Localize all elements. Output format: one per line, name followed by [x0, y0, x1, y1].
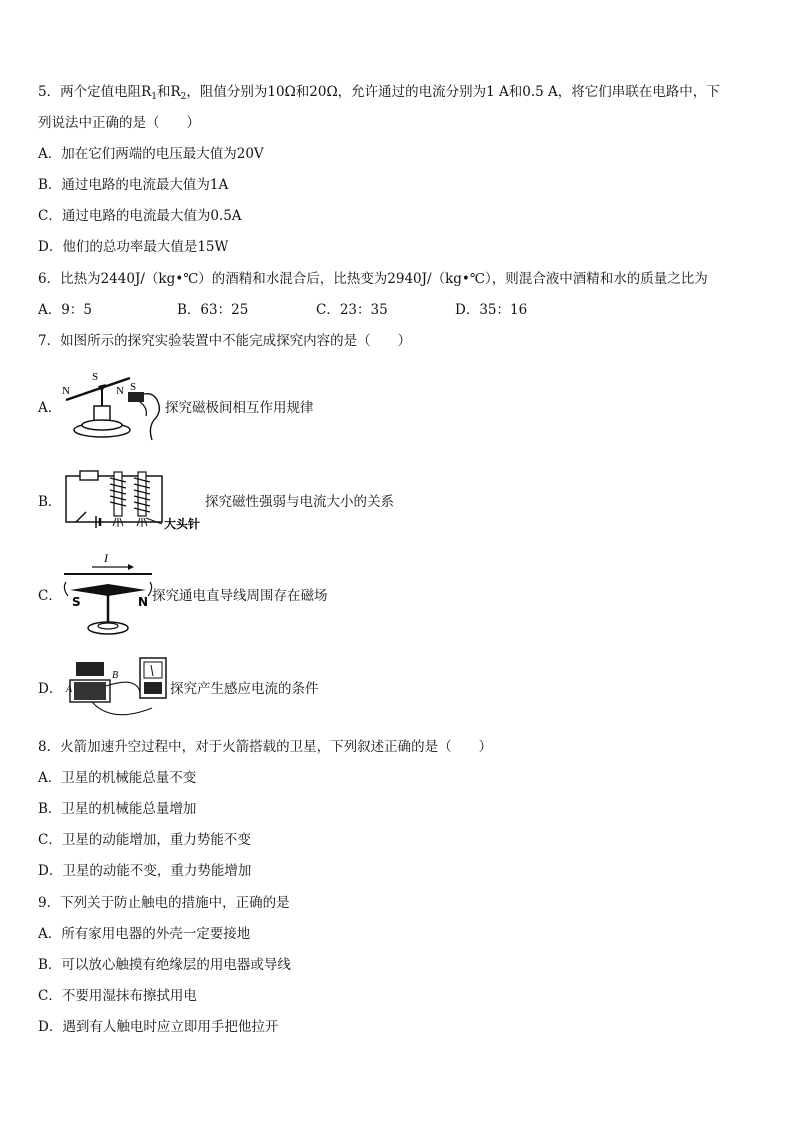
q5-option-a: A．加在它们两端的电压最大值为20V — [38, 146, 264, 162]
q5-option-b: B．通过电路的电流最大值为1A — [38, 177, 229, 193]
q8-option-c: C．卫星的动能增加，重力势能不变 — [38, 832, 251, 848]
q6-options — [38, 300, 594, 320]
wire-compass-figure — [60, 550, 155, 640]
q8-option-d: D．卫星的动能不变，重力势能增加 — [38, 863, 252, 879]
fig-c-label-s: S — [72, 595, 81, 609]
electromagnet-circuit-figure — [62, 466, 210, 532]
fig-a-label-s2: S — [130, 381, 137, 393]
q7-option-d-caption: 探究产生感应电流的条件 — [170, 681, 319, 697]
q7-option-c-caption: 探究通电直导线周围存在磁场 — [152, 588, 328, 604]
induction-figure — [62, 652, 172, 720]
q9-option-a: A．所有家用电器的外壳一定要接地 — [38, 926, 251, 942]
q6-option-b: B．63：25 — [177, 302, 249, 318]
q8-option-b: B．卫星的机械能总量增加 — [38, 801, 197, 817]
compass-magnet-figure — [60, 370, 165, 442]
q6-stem: 6．比热为2440J/（kg•℃）的酒精和水混合后，比热变为2940J/（kg•℃），则混合液中酒精和水的质量之比为 — [38, 271, 708, 287]
q7-option-b-caption: 探究磁性强弱与电流大小的关系 — [205, 494, 394, 510]
q5-option-d: D．他们的总功率最大值是15W — [38, 239, 229, 255]
fig-a-label-s1: S — [92, 371, 99, 383]
fig-a-label-n1: N — [62, 385, 70, 397]
q6-option-d: D．35：16 — [455, 302, 528, 318]
fig-d-label-b: B — [112, 670, 119, 681]
q8-option-a: A．卫星的机械能总量不变 — [38, 770, 197, 786]
q9-option-d: D．遇到有人触电时应立即用手把他拉开 — [38, 1019, 279, 1035]
q7-option-a-caption: 探究磁极间相互作用规律 — [165, 400, 314, 416]
q9-option-b: B．可以放心触摸有绝缘层的用电器或导线 — [38, 957, 291, 973]
q6-option-c: C．23：35 — [316, 302, 388, 318]
fig-b-label-pins: 大头针 — [164, 517, 201, 531]
fig-c-label-n: N — [138, 595, 149, 609]
q5-stem-line2: 列说法中正确的是（ ） — [38, 115, 200, 131]
q7-option-a-letter: A． — [38, 400, 62, 416]
fig-c-label-current: I — [104, 551, 108, 565]
q5-option-c: C．通过电路的电流最大值为0.5A — [38, 208, 242, 224]
q7-option-d-letter: D． — [38, 681, 63, 697]
q8-stem: 8．火箭加速升空过程中，对于火箭搭载的卫星，下列叙述正确的是（ ） — [38, 739, 493, 755]
fig-d-label-a: A — [66, 684, 73, 695]
q7-option-b-letter: B． — [38, 494, 62, 510]
q7-stem: 7．如图所示的探究实验装置中不能完成探究内容的是（ ） — [38, 333, 412, 349]
q5-stem-line1: 5．两个定值电阻$R_1$和$R_2$，阻值分别为10Ω和20Ω，允许通过的电流分别为1 A和0.5 A，将它们串联在电路中，下 — [38, 84, 720, 102]
fig-a-label-n2: N — [116, 385, 124, 397]
q9-option-c: C．不要用湿抹布擦拭用电 — [38, 988, 197, 1004]
q6-option-a: A．9：5 — [38, 302, 92, 318]
q9-stem: 9．下列关于防止触电的措施中，正确的是 — [38, 895, 290, 911]
q7-option-c-letter: C． — [38, 588, 62, 604]
